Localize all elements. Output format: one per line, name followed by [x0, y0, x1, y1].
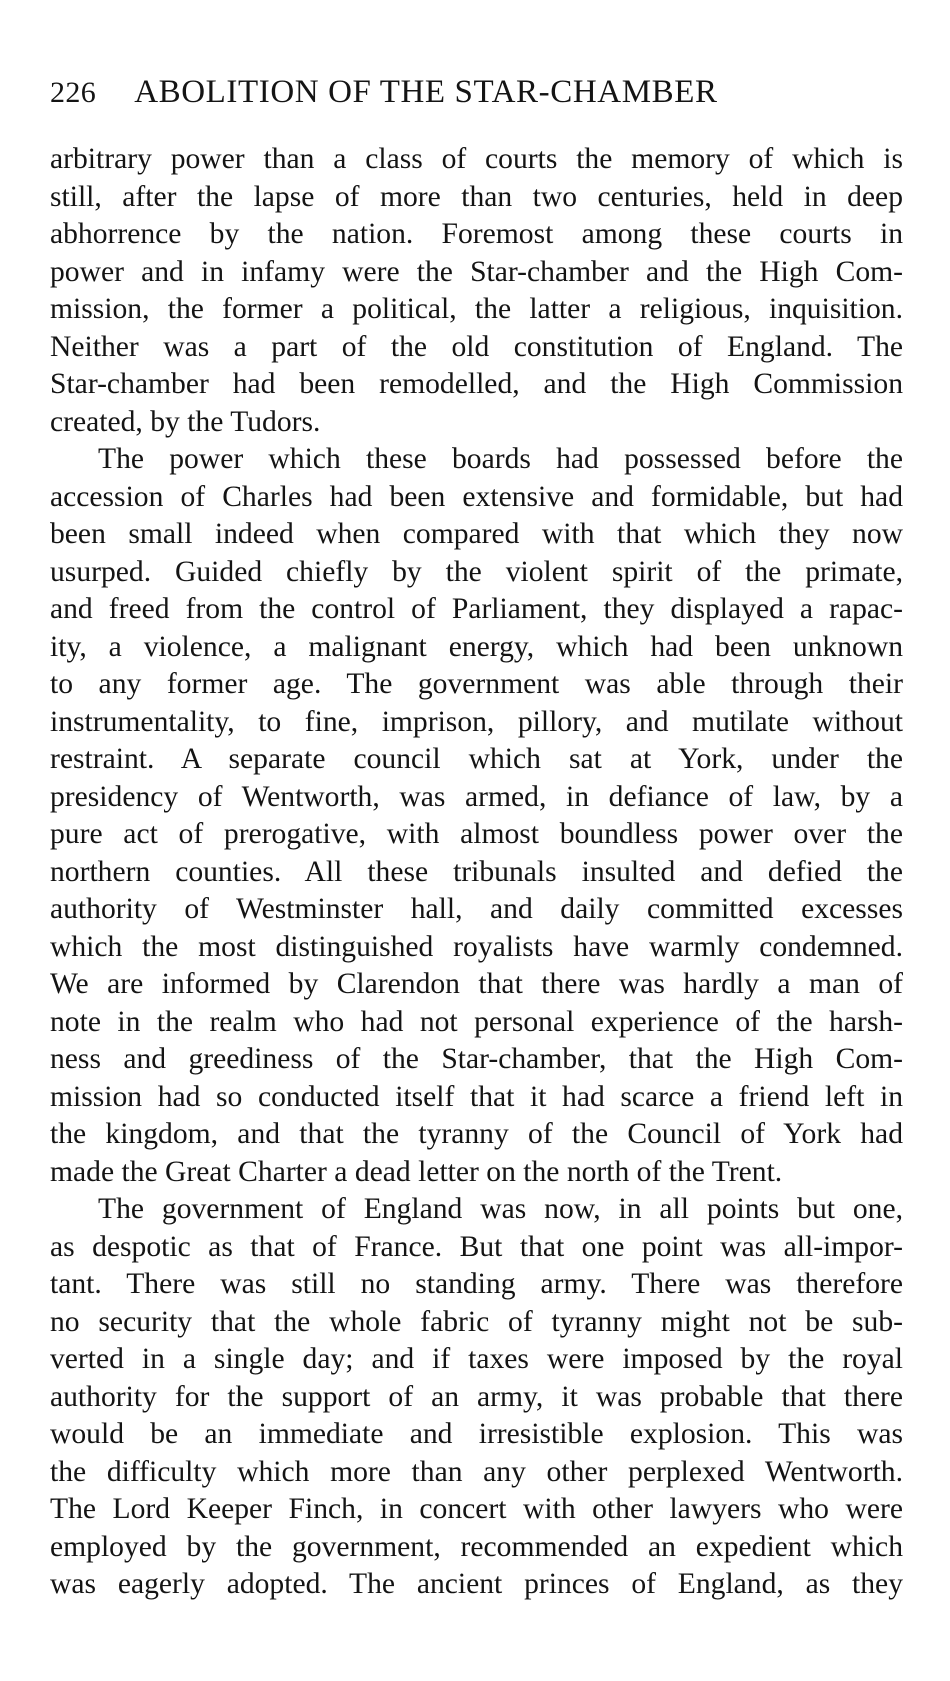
text-line: and freed from the control of Parliament, they displayed a rapac-	[50, 593, 903, 625]
text-line: Star-chamber had been remodelled, and the High Commission	[50, 368, 903, 400]
text-line: mission, the former a political, the latter a religious, inquisition.	[50, 293, 903, 325]
text-line: presidency of Wentworth, was armed, in defiance of law, by a	[50, 780, 903, 813]
text-line: instrumentality, to fine, imprison, pillory, and mutilate without	[50, 705, 903, 738]
text-line: verted in a single day; and if taxes were imposed by the royal	[50, 1343, 903, 1375]
text-line: was eagerly adopted. The ancient princes of England, as they	[50, 1568, 903, 1600]
text-line: still, after the lapse of more than two centuries, held in deep	[50, 180, 903, 213]
text-line: The Lord Keeper Finch, in concert with other lawyers who were	[50, 1493, 903, 1525]
text-line: tant. There was still no standing army. There was therefore	[50, 1268, 903, 1300]
text-line: abhorrence by the nation. Foremost among these courts in	[50, 218, 903, 250]
text-line: ity, a violence, a malignant energy, which had been unknown	[50, 630, 903, 663]
text-line: created, by the Tudors.	[50, 405, 321, 438]
text-line: pure act of prerogative, with almost boundless power over the	[50, 818, 903, 850]
paragraph-2	[50, 441, 903, 1191]
text-line: the kingdom, and that the tyranny of the Council of York had	[50, 1118, 903, 1150]
text-line: the difficulty which more than any other perplexed Wentworth.	[50, 1455, 903, 1488]
text-line: The power which these boards had possessed before the	[98, 443, 903, 475]
text-line: as despotic as that of France. But that one point was all-impor-	[50, 1230, 903, 1263]
text-line: authority of Westminster hall, and daily committed excesses	[50, 893, 903, 925]
text-line: no security that the whole fabric of tyranny might not be sub-	[50, 1305, 903, 1338]
text-line: would be an immediate and irresistible explosion. This was	[50, 1418, 903, 1450]
text-line: been small indeed when compared with that which they now	[50, 518, 903, 550]
text-line: restraint. A separate council which sat at York, under the	[50, 743, 903, 775]
body-text	[50, 141, 903, 1604]
text-line: authority for the support of an army, it was probable that there	[50, 1380, 903, 1413]
text-line: made the Great Charter a dead letter on the north of the Trent.	[50, 1155, 783, 1188]
text-line: ness and greediness of the Star-chamber, that the High Com-	[50, 1043, 903, 1075]
text-line: Neither was a part of the old constitution of England. The	[50, 330, 903, 363]
text-line: usurped. Guided chiefly by the violent spirit of the primate,	[50, 555, 903, 588]
text-line: northern counties. All these tribunals insulted and defied the	[50, 855, 903, 888]
running-title: ABOLITION OF THE STAR-CHAMBER	[134, 74, 718, 110]
text-line: employed by the government, recommended an expedient which	[50, 1530, 903, 1563]
running-header	[50, 70, 910, 114]
text-line: We are informed by Clarendon that there was hardly a man of	[50, 968, 903, 1000]
paragraph-1	[50, 141, 903, 441]
text-line: mission had so conducted itself that it had scarce a friend left in	[50, 1080, 903, 1113]
text-line: arbitrary power than a class of courts the memory of which is	[50, 143, 903, 175]
page-number: 226	[50, 76, 97, 109]
text-line: power and in infamy were the Star-chamber and the High Com-	[50, 255, 903, 288]
text-line: to any former age. The government was able through their	[50, 668, 903, 700]
text-line: accession of Charles had been extensive and formidable, but had	[50, 480, 903, 513]
text-line: The government of England was now, in all points but one,	[98, 1193, 903, 1225]
text-line: note in the realm who had not personal experience of the harsh-	[50, 1005, 903, 1038]
text-line: which the most distinguished royalists have warmly condemned.	[50, 930, 903, 963]
paragraph-3	[50, 1191, 903, 1604]
